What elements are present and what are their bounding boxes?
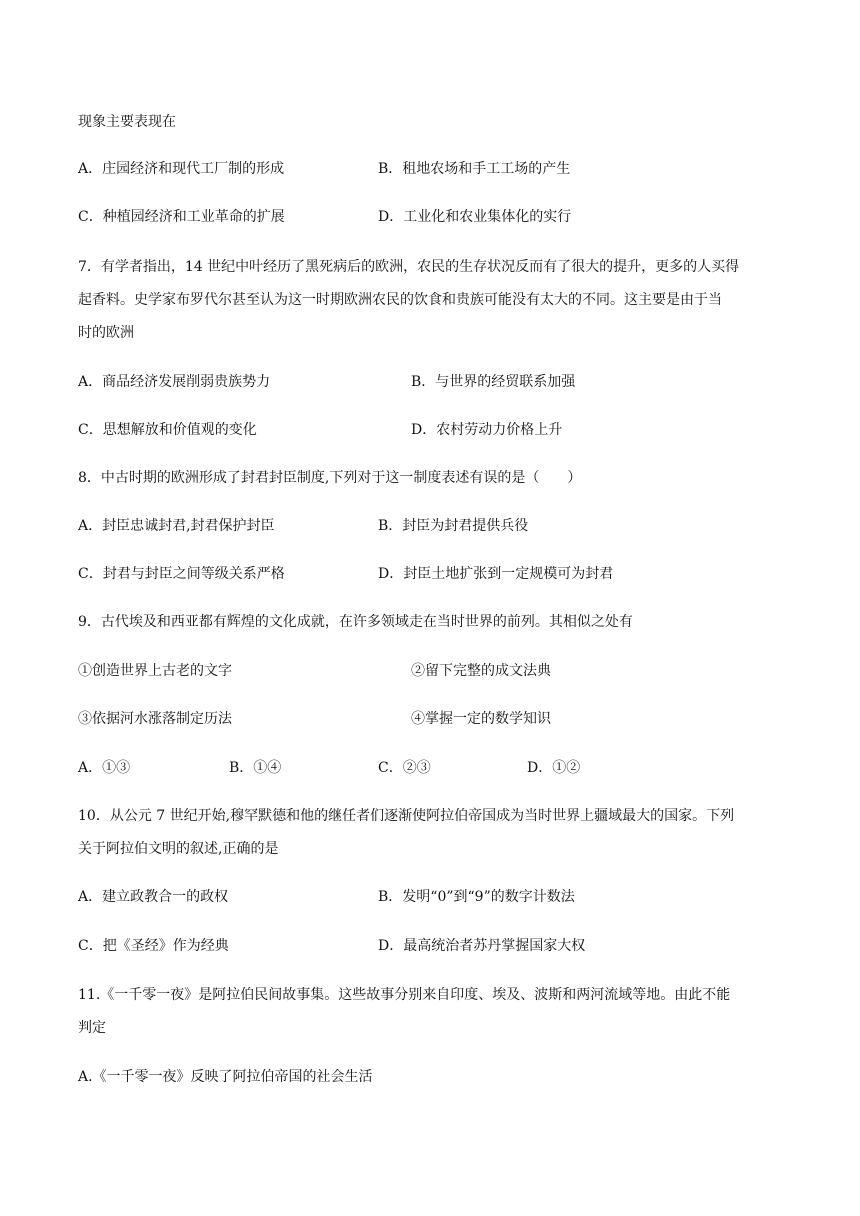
q6-option-c: C．种植园经济和工业革命的扩展 (78, 209, 285, 225)
q7-stem-line-1: 7．有学者指出，14 世纪中叶经历了黑死病后的欧洲，农民的生存状况反而有了很大的提升，更多的人买得 (78, 259, 740, 275)
q7-option-b: B．与世界的经贸联系加强 (411, 374, 576, 390)
q10-stem-line-2: 关于阿拉伯文明的叙述,正确的是 (78, 841, 279, 857)
q10-stem-line-1: 10．从公元 7 世纪开始,穆罕默德和他的继任者们逐渐使阿拉伯帝国成为当时世界上疆域最大的国家。下列 (78, 808, 735, 824)
q6-option-a: A．庄园经济和现代工厂制的形成 (78, 161, 285, 177)
q7-stem-line-3: 时的欧洲 (78, 325, 134, 341)
q10-option-c: C．把《圣经》作为经典 (78, 938, 229, 954)
q9-option-d: D．①② (527, 760, 581, 776)
q9-item-4: ④掌握一定的数学知识 (411, 711, 551, 727)
q8-stem: 8．中古时期的欧洲形成了封君封臣制度,下列对于这一制度表述有误的是（ ） (78, 470, 582, 486)
q9-option-c: C．②③ (378, 760, 431, 776)
q7-option-d: D．农村劳动力价格上升 (411, 422, 563, 438)
q10-option-a: A．建立政教合一的政权 (78, 889, 229, 905)
q9-stem: 9．古代埃及和西亚都有辉煌的文化成就，在许多领域走在当时世界的前列。其相似之处有 (78, 614, 633, 630)
q9-option-b: B．①④ (229, 760, 282, 776)
q8-option-b: B．封臣为封君提供兵役 (378, 518, 529, 534)
q6-option-d: D．工业化和农业集体化的实行 (378, 209, 572, 225)
q9-item-2: ②留下完整的成文法典 (411, 663, 551, 679)
q7-stem-line-2: 起香料。史学家布罗代尔甚至认为这一时期欧洲农民的饮食和贵族可能没有太大的不同。这主要是由于当 (78, 292, 722, 308)
question-6-stem-tail: 现象主要表现在 (78, 114, 176, 130)
q11-stem-line-1: 11.《一千零一夜》是阿拉伯民间故事集。这些故事分别来自印度、埃及、波斯和两河流域等地。由此不能 (78, 987, 731, 1003)
q10-option-d: D．最高统治者苏丹掌握国家大权 (378, 938, 586, 954)
q11-stem-line-2: 判定 (78, 1020, 106, 1036)
q11-option-a: A.《一千零一夜》反映了阿拉伯帝国的社会生活 (78, 1069, 373, 1085)
q8-option-c: C．封君与封臣之间等级关系严格 (78, 566, 285, 582)
q8-option-a: A．封臣忠诚封君,封君保护封臣 (78, 518, 275, 534)
q8-option-d: D．封臣土地扩张到一定规模可为封君 (378, 566, 614, 582)
q7-option-c: C．思想解放和价值观的变化 (78, 422, 257, 438)
q9-option-a: A．①③ (78, 760, 131, 776)
q10-option-b: B．发明“0”到“9”的数字计数法 (378, 889, 575, 905)
q7-option-a: A．商品经济发展削弱贵族势力 (78, 374, 271, 390)
q9-item-1: ①创造世界上古老的文字 (78, 663, 232, 679)
q9-item-3: ③依据河水涨落制定历法 (78, 711, 232, 727)
q6-option-b: B．租地农场和手工工场的产生 (378, 161, 571, 177)
